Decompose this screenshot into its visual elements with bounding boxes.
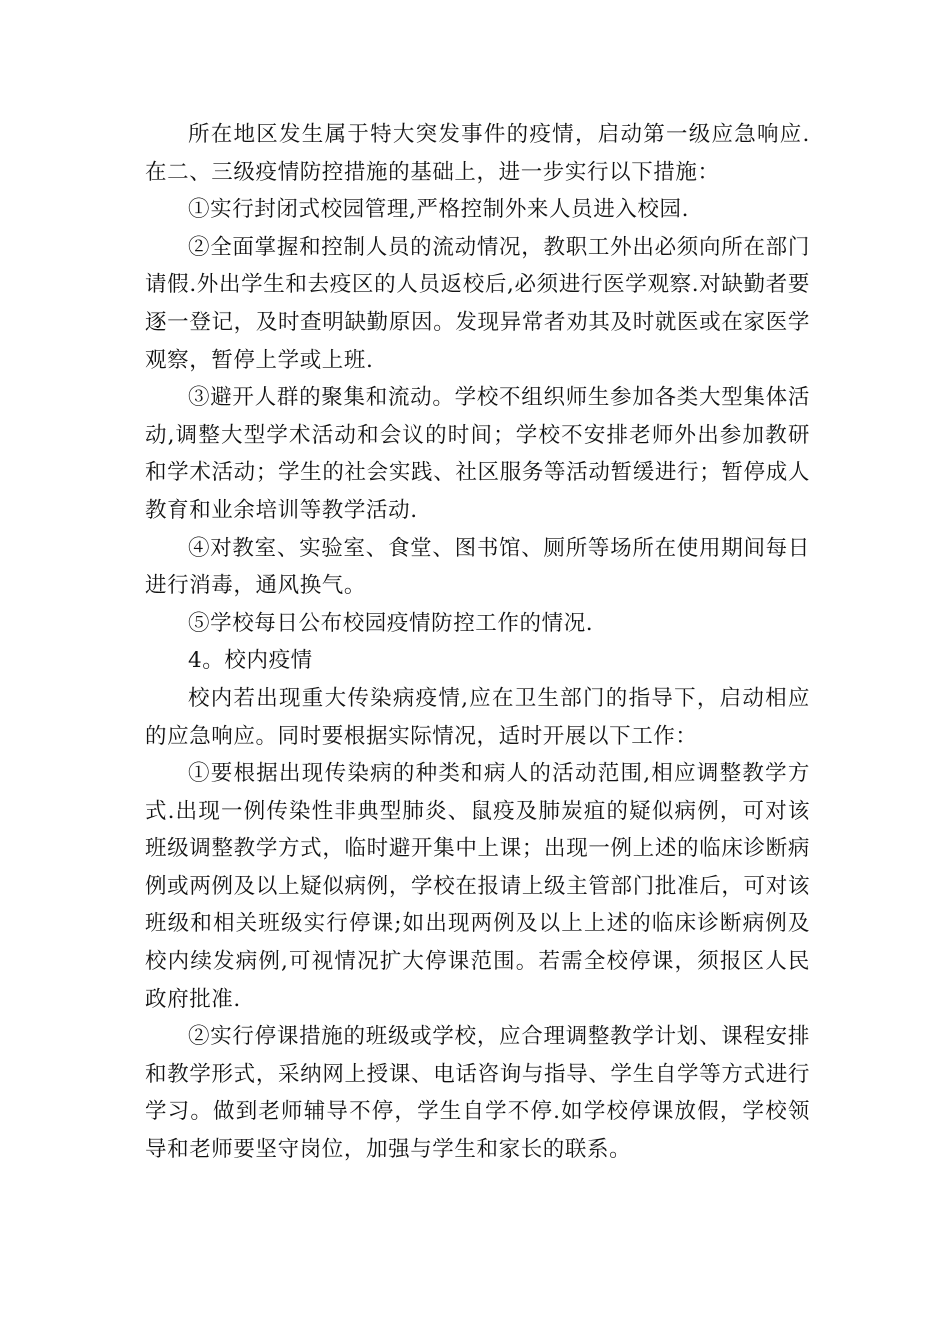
paragraph-measure-3: ③避开人群的聚集和流动。学校不组织师生参加各类大型集体活动,调整大型学术活动和会议的时间；学校不安排老师外出参加教研和学术活动；学生的社会实践、社区服务等活动暂缓进行；暂停成人教育和业余培训等教学活动. bbox=[145, 385, 810, 523]
paragraph-measure-4: ④对教室、实验室、食堂、图书馆、厕所等场所在使用期间每日进行消毒，通风换气。 bbox=[145, 535, 810, 599]
paragraph-campus-measure-2: ②实行停课措施的班级或学校，应合理调整教学计划、课程安排和教学形式，采纳网上授课、电话咨询与指导、学生自学等方式进行学习。做到老师辅导不停，学生自学不停.如学校停课放假，学校领导和老师要坚守岗位，加强与学生和家长的联系。 bbox=[145, 1024, 810, 1163]
paragraph-measure-1: ①实行封闭式校园管理,严格控制外来人员进入校园. bbox=[188, 197, 690, 223]
paragraph-measure-2: ②全面掌握和控制人员的流动情况，教职工外出必须向所在部门请假.外出学生和去疫区的人员返校后,必须进行医学观察.对缺勤者要逐一登记，及时查明缺勤原因。发现异常者劝其及时就医或在家医学观察，暂停上学或上班. bbox=[145, 234, 810, 373]
paragraph-campus-intro: 校内若出现重大传染病疫情,应在卫生部门的指导下，启动相应的应急响应。同时要根据实际情况，适时开展以下工作： bbox=[145, 685, 810, 749]
section-heading-campus-epidemic: 4。校内疫情 bbox=[188, 648, 313, 674]
paragraph-level-one-response: 所在地区发生属于特大突发事件的疫情，启动第一级应急响应.在二、三级疫情防控措施的基础上，进一步实行以下措施： bbox=[145, 122, 810, 185]
paragraph-campus-measure-1: ①要根据出现传染病的种类和病人的活动范围,相应调整教学方式.出现一例传染性非典型肺炎、鼠疫及肺炭疽的疑似病例，可对该班级调整教学方式，临时避开集中上课；出现一例上述的临床诊断病例或两例及以上疑似病例，学校在报请上级主管部门批准后，可对该班级和相关班级实行停课;如出现两例及以上上述的临床诊断病例及校内续发病例,可视情况扩大停课范围。若需全校停课，须报区人民政府批准. bbox=[145, 761, 810, 1012]
paragraph-measure-5: ⑤学校每日公布校园疫情防控工作的情况. bbox=[188, 610, 594, 636]
document-body bbox=[145, 116, 810, 1169]
